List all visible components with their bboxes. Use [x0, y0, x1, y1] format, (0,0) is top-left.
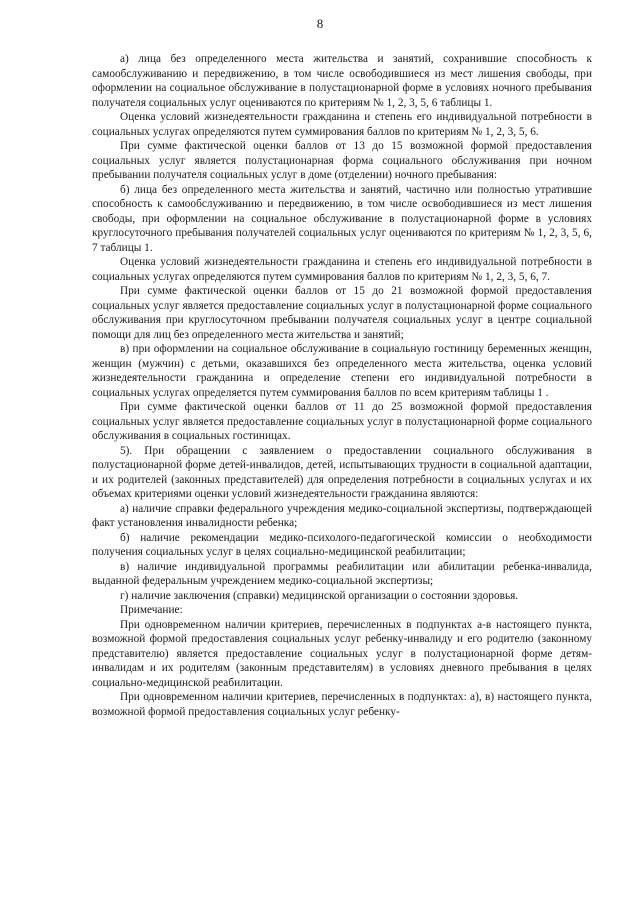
- paragraph-item-v: в) наличие индивидуальной программы реабилитации или абилитации ребенка-инвалида, выданной федеральным учреждением медико-социальной экспертизы;: [92, 560, 592, 587]
- paragraph-item-a: а) наличие справки федерального учреждения медико-социальной экспертизы, подтверждающей факт установления инвалидности ребенка;: [92, 502, 592, 529]
- paragraph-assessment-a: Оценка условий жизнедеятельности гражданина и степень его индивидуальной потребности в социальных услугах определяются путем суммирования баллов по критериям № 1, 2, 3, 5, 6.: [92, 111, 592, 138]
- page-number: 8: [316, 16, 324, 31]
- paragraph-note-2: При одновременном наличии критериев, перечисленных в подпунктах: а), в) настоящего пункта, возможной формой предоставления социальных услуг ребенку-: [92, 691, 592, 718]
- paragraph-item-g: г) наличие заключения (справки) медицинской организации о состоянии здоровья.: [120, 589, 519, 602]
- paragraph-score-b: При сумме фактической оценки баллов от 15 до 21 возможной формой предоставления социальных услуг является предоставление социальных услуг в полустационарной форме социального обслуживания при круглосуточном пребывании получателя социальных услуг в центре социальной помощи для лиц без определенного места жительства и занятий;: [92, 285, 592, 341]
- document-body: [92, 52, 592, 719]
- paragraph-criteria-b: б) лица без определенного места жительства и занятий, частично или полностью утратившие способность к самообслуживанию и передвижению, в том числе освободившиеся из мест лишения свободы, при оформлении на социальное обслуживание в полустационарной форме в условиях круглосуточного пребывания получателей социальных услуг оцениваются по критериям № 1, 2, 3, 5, 6, 7 таблицы 1.: [92, 183, 592, 254]
- paragraph-score-c: При сумме фактической оценки баллов от 11 до 25 возможной формой предоставления социальных услуг является предоставление социальных услуг в полустационарной форме социального обслуживания в социальных гостиницах.: [92, 401, 592, 442]
- paragraph-section-5: 5). При обращении с заявлением о предоставлении социального обслуживания в полустационарной форме детей-инвалидов, детей, испытывающих трудности в социальной адаптации, и их родителей (законных представителей) для определения потребности в социальных услугах и их объемах критериями оценки условий жизнедеятельности гражданина являются:: [92, 444, 592, 500]
- paragraph-note-heading: Примечание:: [120, 604, 183, 616]
- paragraph-criteria-c: в) при оформлении на социальное обслуживание в социальную гостиницу беременных женщин, женщин (мужчин) с детьми, оказавшихся без определенного места жительства, оценка условий жизнедеятельности гражданина и определение степени его индивидуальной потребности в социальных услугах определяется путем суммирования баллов по всем критериям таблицы 1 .: [92, 343, 592, 399]
- paragraph-score-a: При сумме фактической оценки баллов от 13 до 15 возможной формой предоставления социальных услуг является полустационарная форма социального обслуживания при ночном пребывании получателя социальных услуг в доме (отделении) ночного пребывания:: [92, 140, 592, 181]
- paragraph-note-1: При одновременном наличии критериев, перечисленных в подпунктах а-в настоящего пункта, возможной формой предоставления социальных услуг ребенку-инвалиду и его родителю (законному представителю) является предоставление социальных услуг в полустационарной форме детям-инвалидам и их родителям (законным представителям) в условиях дневного пребывания в целях социально-медицинской реабилитации.: [92, 618, 592, 689]
- paragraph-item-b: б) наличие рекомендации медико-психолого-педагогической комиссии о необходимости получения социальных услуг в целях социально-медицинской реабилитации;: [92, 531, 592, 558]
- paragraph-criteria-a: а) лица без определенного места жительства и занятий, сохранившие способность к самообслуживанию и передвижению, в том числе освободившиеся из мест лишения свободы, при оформлении на социальное обслуживание в полустационарной форме в условиях ночного пребывания получателя социальных услуг оцениваются по критериям № 1, 2, 3, 5, 6 таблицы 1.: [92, 53, 592, 109]
- paragraph-assessment-b: Оценка условий жизнедеятельности гражданина и степень его индивидуальной потребности в социальных услугах определяются путем суммирования баллов по критериям № 1, 2, 3, 5, 6, 7.: [92, 256, 592, 283]
